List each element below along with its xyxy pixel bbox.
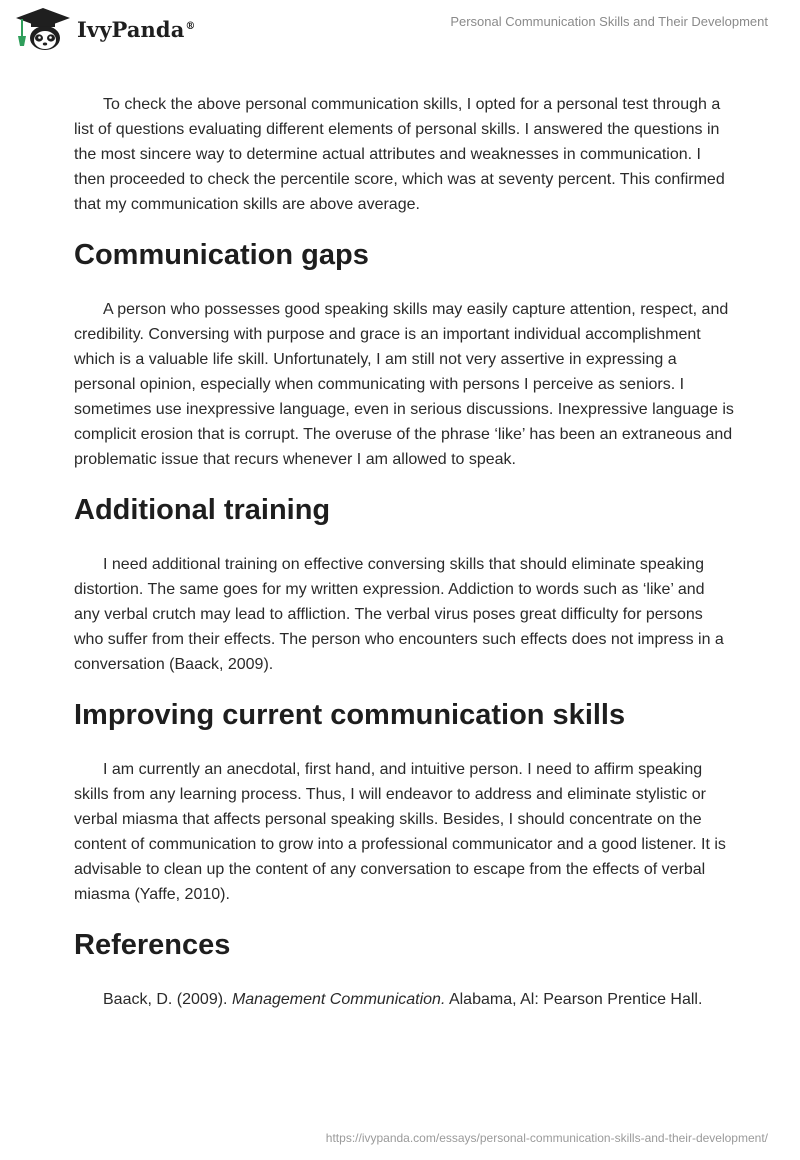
brand-name: IvyPanda®	[77, 17, 196, 42]
source-url-link[interactable]: https://ivypanda.com/essays/personal-communication-skills-and-their-development/	[325, 1131, 768, 1145]
document-title: Personal Communication Skills and Their Development	[450, 14, 768, 29]
section-heading-additional-training: Additional training	[74, 494, 331, 526]
section-paragraph-additional-training: I need additional training on effective conversing skills that should eliminate speaking distortion. The same goes for my written expression. Addiction to words such as ‘like’ and any verbal crutch may lead to affliction. The verbal virus poses great difficulty for persons who suffer from their effects. The person who encounters such effects does not impress in a conversation (Baack, 2009).	[74, 556, 724, 673]
brand-logo[interactable]	[14, 6, 196, 52]
section-heading-improving-skills: Improving current communication skills	[74, 699, 626, 731]
section-paragraph-communication-gaps: A person who possesses good speaking skills may easily capture attention, respect, and credibility. Conversing with purpose and grace is an important individual accomplishment which is a valuable life skill. Unfortunately, I am still not very assertive in expressing a personal opinion, especially when communicating with persons I perceive as seniors. I sometimes use inexpressive language, even in serious discussions. Inexpressive language is complicit erosion that is corrupt. The overuse of the phrase ‘like’ has been an extraneous and problematic issue that recurs whenever I am allowed to speak.	[74, 301, 734, 468]
references-heading: References	[74, 929, 231, 961]
section-heading-communication-gaps: Communication gaps	[74, 239, 369, 271]
page-header	[0, 0, 800, 60]
reference-authors-year: Baack, D. (2009).	[103, 991, 232, 1008]
reference-entry	[74, 987, 734, 1012]
reference-publisher: Alabama, Al: Pearson Prentice Hall.	[445, 991, 703, 1008]
essay-body	[74, 92, 734, 1012]
intro-paragraph: To check the above personal communication skills, I opted for a personal test through a list of questions evaluating different elements of personal skills. I answered the questions in the most sincere way to determine actual attributes and weaknesses in communication. I then proceeded to check the percentile score, which was at seventy percent. This confirmed that my communication skills are above average.	[74, 96, 725, 213]
section-paragraph-improving-skills: I am currently an anecdotal, first hand, and intuitive person. I need to affirm speaking skills from any learning process. Thus, I will endeavor to address and eliminate stylistic or verbal miasma that affects personal speaking skills. Besides, I should concentrate on the content of communication to grow into a professional communicator and a good listener. It is advisable to clean up the content of any conversation to escape from the effects of verbal miasma (Yaffe, 2010).	[74, 761, 726, 903]
registered-mark: ®	[185, 21, 196, 32]
reference-title: Management Communication.	[231, 991, 446, 1008]
panda-graduate-icon	[14, 6, 72, 52]
